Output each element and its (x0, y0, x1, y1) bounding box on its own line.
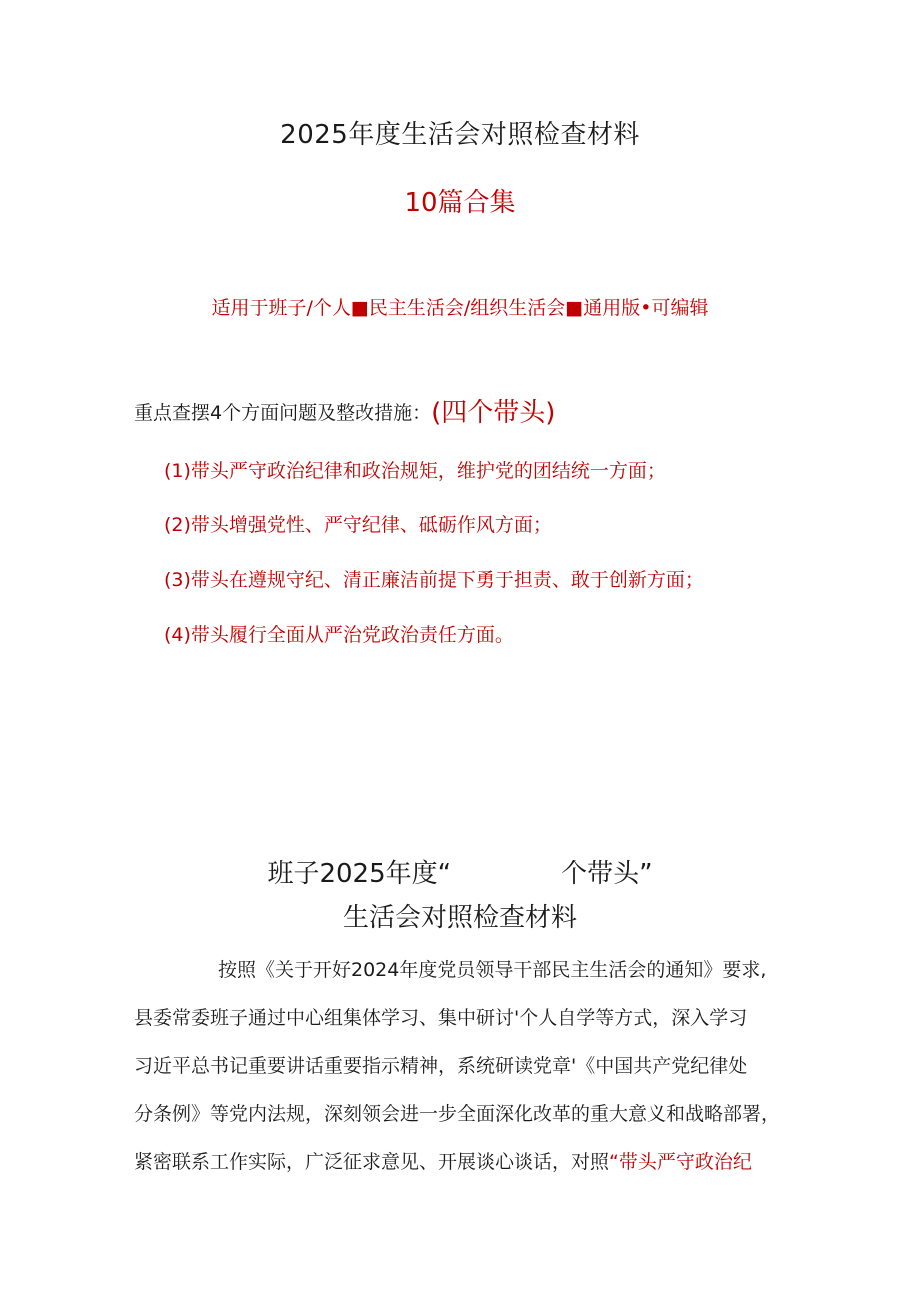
focus-item-2: (2)带头增强党性、严守纪律、砥砺作风方面； (164, 514, 552, 536)
article-heading-right: 个带头” (561, 859, 653, 889)
focus-item-4: (4)带头履行全面从严治党政治责任方面。 (164, 624, 514, 646)
article-heading-line1 (0, 853, 920, 890)
article-line-4: 分条例》等党内法规，深刻领会进一步全面深化改革的重大意义和战略部署， (134, 1103, 781, 1125)
article-line-1: 按照《关于开好2024年度党员领导干部民主生活会的通知》要求, (218, 959, 767, 981)
article-heading-left: 班子2025年度“ (267, 859, 452, 889)
article-line-5 (134, 1147, 752, 1174)
focus-item-1: (1)带头严守政治纪律和政治规矩，维护党的团结统一方面； (164, 460, 666, 482)
focus-highlight: (四个带头) (431, 398, 556, 428)
article-line-5-red: “带头严守政治纪 (609, 1151, 752, 1173)
cover-title: 2025年度生活会对照检查材料 (280, 120, 640, 150)
article-line-5-text: 紧密联系工作实际，广泛征求意见、开展谈心谈话，对照 (134, 1151, 610, 1173)
article-line-2: 县委常委班子通过中心组集体学习、集中研讨'个人自学等方式，深入学习 (134, 1007, 748, 1029)
cover-subtitle: 10篇合集 (404, 188, 516, 218)
applicable-note: 适用于班子/个人■民主生活会/组织生活会■通用版•可编辑 (211, 297, 709, 319)
focus-intro-line (134, 392, 555, 429)
focus-item-3: (3)带头在遵规守纪、清正廉洁前提下勇于担责、敢于创新方面； (164, 569, 704, 591)
article-heading-line2: 生活会对照检查材料 (342, 903, 577, 933)
article-line-3: 习近平总书记重要讲话重要指示精神，系统研读党章'《中国共产党纪律处 (134, 1055, 748, 1077)
focus-intro: 重点查摆4个方面问题及整改措施： (134, 402, 432, 424)
